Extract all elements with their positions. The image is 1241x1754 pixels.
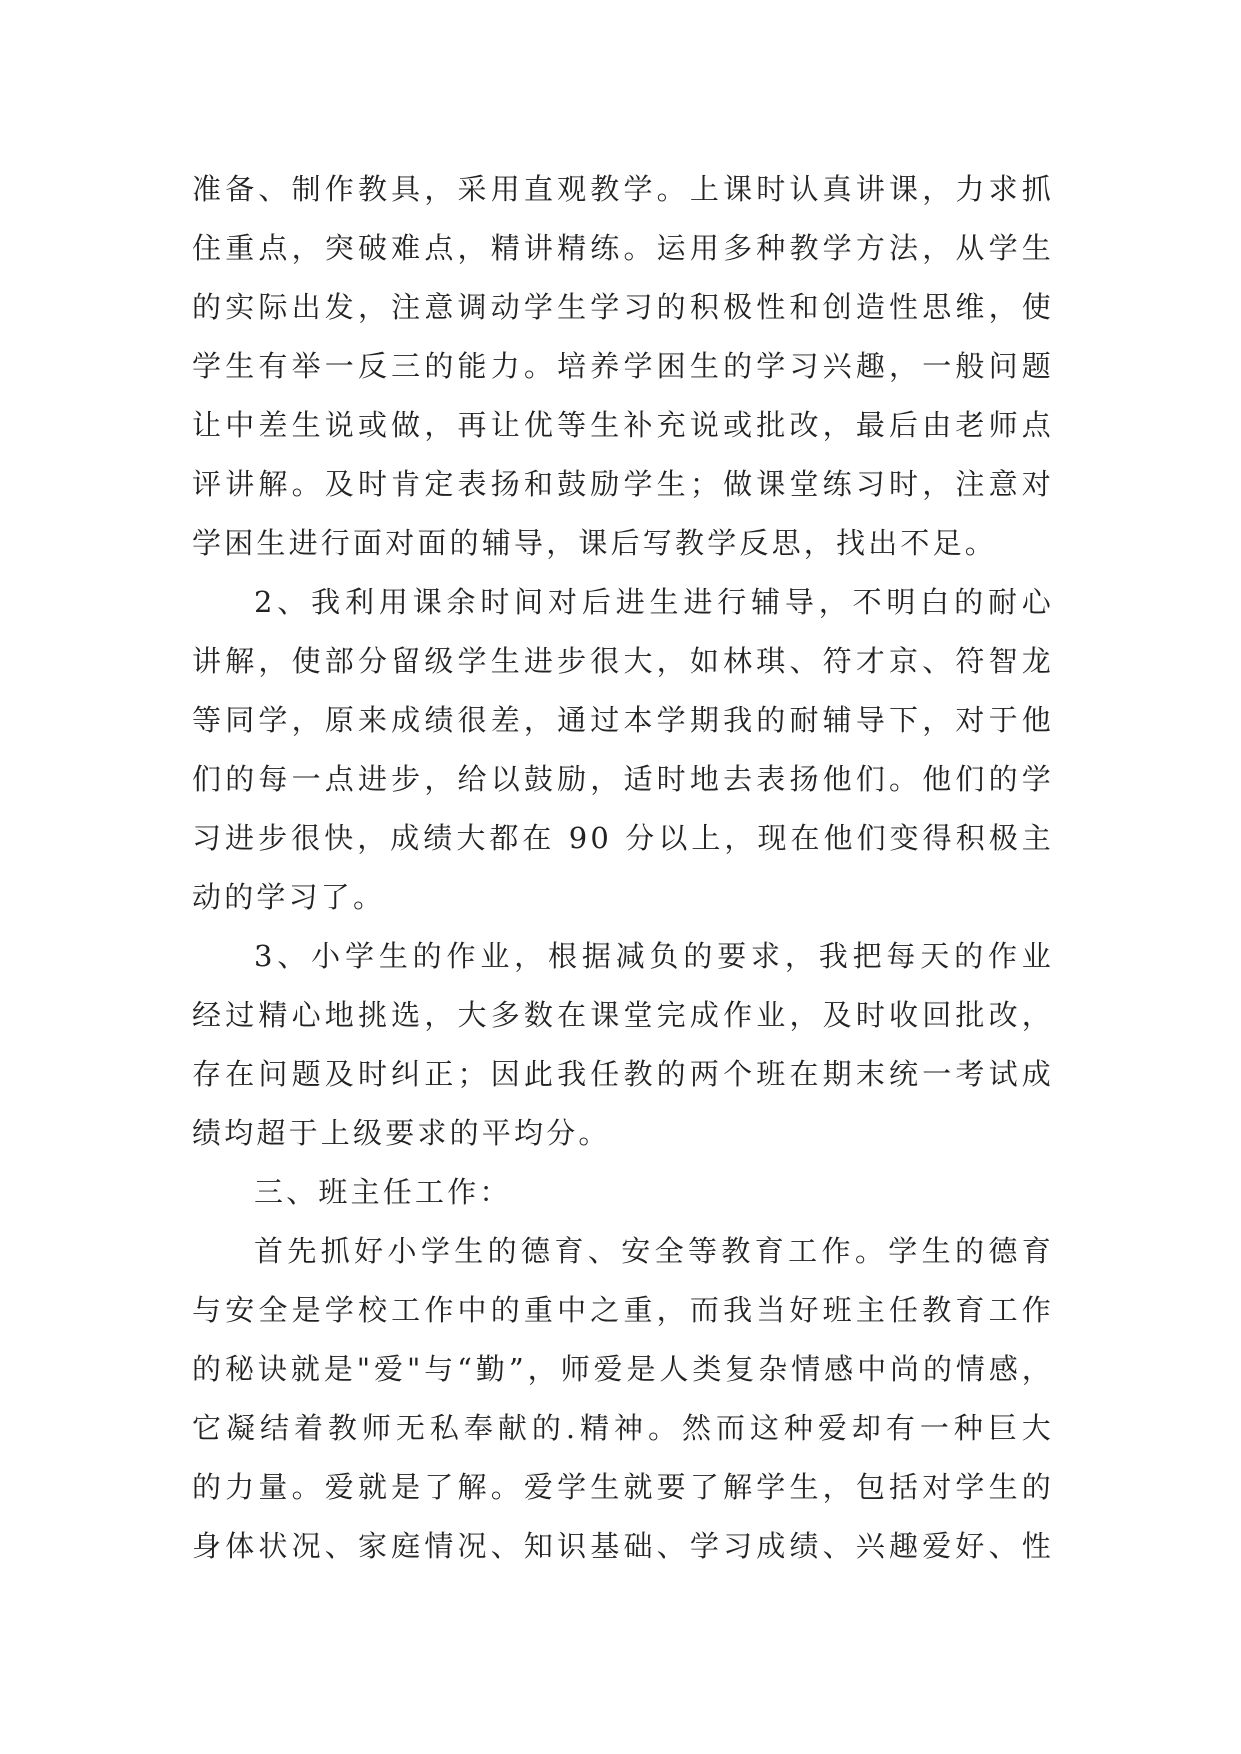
text-line: 动的学习了。 (192, 880, 386, 914)
text-line: 绩均超于上级要求的平均分。 (192, 1116, 611, 1150)
text-line: 学生有举一反三的能力。培养学困生的学习兴趣，一般问题 (192, 349, 1054, 383)
text-line: 2、我利用课余时间对后进生进行辅导，不明白的耐心 (254, 585, 1054, 619)
text-line: 的秘诀就是"爱"与“勤”，师爱是人类复杂情感中尚的情感， (192, 1352, 1054, 1386)
text-line: 3、小学生的作业，根据减负的要求，我把每天的作业 (254, 939, 1054, 973)
text-line: 首先抓好小学生的德育、安全等教育工作。学生的德育 (254, 1234, 1054, 1268)
text-line: 的力量。爱就是了解。爱学生就要了解学生，包括对学生的 (192, 1470, 1054, 1504)
text-line: 让中差生说或做，再让优等生补充说或批改，最后由老师点 (192, 408, 1054, 442)
text-line: 学困生进行面对面的辅导，课后写教学反思，找出不足。 (192, 526, 998, 560)
text-line: 与安全是学校工作中的重中之重，而我当好班主任教育工作 (192, 1293, 1054, 1327)
text-line: 经过精心地挑选，大多数在课堂完成作业，及时收回批改， (192, 998, 1054, 1032)
text-line: 三、班主任工作： (254, 1175, 512, 1209)
text-line: 们的每一点进步，给以鼓励，适时地去表扬他们。他们的学 (192, 762, 1054, 796)
body-text (192, 160, 1054, 1576)
text-line: 习进步很快，成绩大都在 90 分以上，现在他们变得积极主 (192, 821, 1054, 855)
text-line: 准备、制作教具，采用直观教学。上课时认真讲课，力求抓 (192, 172, 1054, 206)
text-line: 等同学，原来成绩很差，通过本学期我的耐辅导下，对于他 (192, 703, 1054, 737)
text-line: 身体状况、家庭情况、知识基础、学习成绩、兴趣爱好、性 (192, 1529, 1054, 1563)
text-line: 它凝结着教师无私奉献的.精神。然而这种爱却有一种巨大 (192, 1411, 1054, 1445)
text-line: 住重点，突破难点，精讲精练。运用多种教学方法，从学生 (192, 231, 1054, 265)
text-line: 的实际出发，注意调动学生学习的积极性和创造性思维，使 (192, 290, 1054, 324)
text-line: 讲解，使部分留级学生进步很大，如林琪、符才京、符智龙 (192, 644, 1054, 678)
text-line: 评讲解。及时肯定表扬和鼓励学生；做课堂练习时，注意对 (192, 467, 1054, 501)
text-line: 存在问题及时纠正；因此我任教的两个班在期末统一考试成 (192, 1057, 1054, 1091)
